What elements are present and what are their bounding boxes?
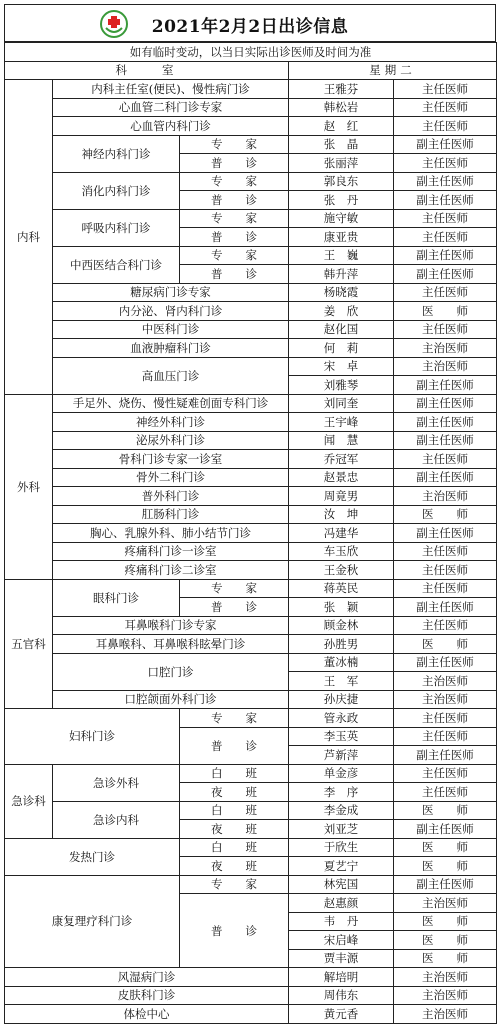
- schedule-cell: 副主任医师: [394, 135, 497, 154]
- schedule-cell: 董冰楠: [289, 653, 394, 672]
- schedule-row: [5, 209, 497, 228]
- schedule-cell: 主任医师: [394, 283, 497, 302]
- schedule-cell: 张 丹: [289, 191, 394, 210]
- schedule-cell: 孙胜男: [289, 635, 394, 654]
- schedule-cell: 普 诊: [180, 598, 289, 617]
- schedule-cell: 普 诊: [180, 228, 289, 247]
- schedule-cell: 专 家: [180, 709, 289, 728]
- schedule-row: [5, 487, 497, 506]
- schedule-cell: 韦 丹: [289, 912, 394, 931]
- schedule-cell: 解培明: [289, 968, 394, 987]
- schedule-cell: 贾丰源: [289, 949, 394, 968]
- schedule-row: [5, 875, 497, 894]
- schedule-cell: 汝 坤: [289, 505, 394, 524]
- schedule-cell: 耳鼻喉科、耳鼻喉科眩晕门诊: [53, 635, 289, 654]
- schedule-cell: 医 师: [394, 302, 497, 321]
- schedule-row: [5, 690, 497, 709]
- schedule-cell: 白 班: [180, 838, 289, 857]
- schedule-cell: 主任医师: [394, 616, 497, 635]
- schedule-cell: 王金秋: [289, 561, 394, 580]
- schedule-cell: 夜 班: [180, 783, 289, 802]
- schedule-cell: 医 师: [394, 857, 497, 876]
- schedule-cell: 杨晓霞: [289, 283, 394, 302]
- schedule-row: [5, 709, 497, 728]
- schedule-cell: 周竟男: [289, 487, 394, 506]
- schedule-cell: 心血管二科门诊专家: [53, 98, 289, 117]
- schedule-cell: 医 师: [394, 912, 497, 931]
- schedule-cell: 医 师: [394, 801, 497, 820]
- schedule-cell: 体检中心: [5, 1005, 289, 1024]
- schedule-cell: 周伟东: [289, 986, 394, 1005]
- schedule-cell: 发热门诊: [5, 838, 180, 875]
- schedule-cell: 主任医师: [394, 154, 497, 173]
- schedule-row: [5, 413, 497, 432]
- schedule-cell: 闻 慧: [289, 431, 394, 450]
- schedule-cell: 主任医师: [394, 450, 497, 469]
- schedule-cell: 中西医结合科门诊: [53, 246, 180, 283]
- schedule-cell: 韩升萍: [289, 265, 394, 284]
- schedule-cell: 主治医师: [394, 690, 497, 709]
- schedule-cell: 疼痛科门诊一诊室: [53, 542, 289, 561]
- schedule-table: [4, 42, 497, 1024]
- schedule-cell: 副主任医师: [394, 413, 497, 432]
- schedule-cell: 副主任医师: [394, 653, 497, 672]
- schedule-row: [5, 80, 497, 99]
- schedule-cell: 蒋英民: [289, 579, 394, 598]
- schedule-cell: 主治医师: [394, 894, 497, 913]
- schedule-row: [5, 357, 497, 376]
- schedule-cell: 骨科门诊专家一诊室: [53, 450, 289, 469]
- schedule-cell: 口腔颌面外科门诊: [53, 690, 289, 709]
- schedule-cell: 副主任医师: [394, 394, 497, 413]
- schedule-cell: 医 师: [394, 838, 497, 857]
- schedule-row: [5, 542, 497, 561]
- schedule-row: [5, 561, 497, 580]
- schedule-row: [5, 579, 497, 598]
- schedule-row: [5, 98, 497, 117]
- schedule-row: [5, 468, 497, 487]
- schedule-cell: 主任医师: [394, 727, 497, 746]
- schedule-row: [5, 394, 497, 413]
- schedule-cell: 顾金林: [289, 616, 394, 635]
- schedule-cell: 芦新萍: [289, 746, 394, 765]
- schedule-row: [5, 986, 497, 1005]
- schedule-row: [5, 320, 497, 339]
- schedule-cell: 主任医师: [394, 709, 497, 728]
- schedule-cell: 耳鼻喉科门诊专家: [53, 616, 289, 635]
- schedule-cell: 康亚贵: [289, 228, 394, 247]
- schedule-cell: 副主任医师: [394, 431, 497, 450]
- schedule-cell: 主任医师: [394, 98, 497, 117]
- schedule-cell: 医 师: [394, 931, 497, 950]
- schedule-cell: 副主任医师: [394, 875, 497, 894]
- schedule-cell: 宋启峰: [289, 931, 394, 950]
- schedule-cell: 风湿病门诊: [5, 968, 289, 987]
- schedule-cell: 口腔门诊: [53, 653, 289, 690]
- schedule-cell: 宋 卓: [289, 357, 394, 376]
- notice-row: [5, 43, 497, 62]
- schedule-cell: 白 班: [180, 801, 289, 820]
- schedule-cell: 王雅芬: [289, 80, 394, 99]
- schedule-row: [5, 135, 497, 154]
- schedule-cell: 主任医师: [394, 228, 497, 247]
- schedule-row: [5, 339, 497, 358]
- schedule-row: [5, 968, 497, 987]
- schedule-cell: 普 诊: [180, 894, 289, 968]
- schedule-cell: 眼科门诊: [53, 579, 180, 616]
- schedule-cell: 主任医师: [394, 80, 497, 99]
- schedule-cell: 普 诊: [180, 154, 289, 173]
- schedule-row: [5, 1005, 497, 1024]
- schedule-cell: 黄元香: [289, 1005, 394, 1024]
- schedule-cell: 李金成: [289, 801, 394, 820]
- schedule-cell: 内分泌、肾内科门诊: [53, 302, 289, 321]
- schedule-cell: 骨外二科门诊: [53, 468, 289, 487]
- schedule-cell: 姜 欣: [289, 302, 394, 321]
- schedule-cell: 副主任医师: [394, 172, 497, 191]
- schedule-cell: 血液肿瘤科门诊: [53, 339, 289, 358]
- schedule-cell: 高血压门诊: [53, 357, 289, 394]
- schedule-cell: 专 家: [180, 246, 289, 265]
- schedule-row: [5, 764, 497, 783]
- schedule-row: [5, 838, 497, 857]
- title-bar: [4, 4, 496, 42]
- schedule-cell: 肛肠科门诊: [53, 505, 289, 524]
- schedule-cell: 急诊科: [5, 764, 53, 838]
- schedule-cell: 内科: [5, 80, 53, 395]
- schedule-cell: 中医科门诊: [53, 320, 289, 339]
- schedule-cell: 医 师: [394, 505, 497, 524]
- schedule-cell: 王 巍: [289, 246, 394, 265]
- schedule-cell: 赵 红: [289, 117, 394, 136]
- schedule-cell: 医 师: [394, 635, 497, 654]
- schedule-cell: 主任医师: [394, 209, 497, 228]
- schedule-cell: 夜 班: [180, 857, 289, 876]
- header-row: [5, 61, 497, 80]
- schedule-cell: 主任医师: [394, 117, 497, 136]
- schedule-cell: 主任医师: [394, 783, 497, 802]
- schedule-cell: 主治医师: [394, 968, 497, 987]
- schedule-cell: 刘同奎: [289, 394, 394, 413]
- schedule-row: [5, 302, 497, 321]
- schedule-cell: 五官科: [5, 579, 53, 709]
- schedule-cell: 呼吸内科门诊: [53, 209, 180, 246]
- schedule-cell: 专 家: [180, 135, 289, 154]
- schedule-cell: 车玉欣: [289, 542, 394, 561]
- schedule-cell: 乔冠军: [289, 450, 394, 469]
- schedule-cell: 管永政: [289, 709, 394, 728]
- header-department: 科 室: [5, 61, 289, 80]
- notice-text: 如有临时变动，以当日实际出诊医师及时间为准: [5, 43, 497, 62]
- schedule-cell: 单金彦: [289, 764, 394, 783]
- schedule-cell: 妇科门诊: [5, 709, 180, 765]
- schedule-cell: 副主任医师: [394, 191, 497, 210]
- schedule-cell: 刘亚芝: [289, 820, 394, 839]
- schedule-cell: 主治医师: [394, 357, 497, 376]
- schedule-cell: 张 晶: [289, 135, 394, 154]
- schedule-cell: 普 诊: [180, 191, 289, 210]
- schedule-cell: 副主任医师: [394, 598, 497, 617]
- page-title: 2021年2月2日出诊信息: [151, 17, 349, 37]
- schedule-cell: 外科: [5, 394, 53, 579]
- schedule-cell: 神经外科门诊: [53, 413, 289, 432]
- header-day: 星期二: [289, 61, 497, 80]
- schedule-cell: 消化内科门诊: [53, 172, 180, 209]
- schedule-cell: 副主任医师: [394, 376, 497, 395]
- schedule-cell: 专 家: [180, 172, 289, 191]
- schedule-cell: 李 序: [289, 783, 394, 802]
- schedule-row: [5, 653, 497, 672]
- schedule-cell: 糖尿病门诊专家: [53, 283, 289, 302]
- schedule-cell: 于欣生: [289, 838, 394, 857]
- schedule-cell: 手足外、烧伤、慢性疑难创面专科门诊: [53, 394, 289, 413]
- schedule-cell: 副主任医师: [394, 246, 497, 265]
- schedule-cell: 主治医师: [394, 672, 497, 691]
- schedule-row: [5, 635, 497, 654]
- schedule-cell: 赵化国: [289, 320, 394, 339]
- schedule-row: [5, 246, 497, 265]
- schedule-cell: 夏艺宁: [289, 857, 394, 876]
- schedule-row: [5, 505, 497, 524]
- schedule-sheet: [4, 4, 496, 1021]
- schedule-cell: 主任医师: [394, 764, 497, 783]
- schedule-cell: 主任医师: [394, 561, 497, 580]
- schedule-cell: 主治医师: [394, 986, 497, 1005]
- schedule-cell: 泌尿外科门诊: [53, 431, 289, 450]
- schedule-cell: 何 莉: [289, 339, 394, 358]
- schedule-cell: 普 诊: [180, 265, 289, 284]
- schedule-row: [5, 117, 497, 136]
- schedule-cell: 王 军: [289, 672, 394, 691]
- schedule-cell: 专 家: [180, 209, 289, 228]
- schedule-cell: 主治医师: [394, 1005, 497, 1024]
- schedule-cell: 内科主任室(便民)、慢性病门诊: [53, 80, 289, 99]
- schedule-cell: 专 家: [180, 579, 289, 598]
- schedule-cell: 张丽萍: [289, 154, 394, 173]
- schedule-row: [5, 801, 497, 820]
- schedule-cell: 主任医师: [394, 579, 497, 598]
- schedule-cell: 普 诊: [180, 727, 289, 764]
- schedule-cell: 副主任医师: [394, 746, 497, 765]
- schedule-cell: 韩松岩: [289, 98, 394, 117]
- schedule-cell: 副主任医师: [394, 820, 497, 839]
- schedule-cell: 刘雅琴: [289, 376, 394, 395]
- schedule-row: [5, 616, 497, 635]
- schedule-cell: 郭良东: [289, 172, 394, 191]
- schedule-row: [5, 283, 497, 302]
- schedule-cell: 王宇峰: [289, 413, 394, 432]
- schedule-row: [5, 524, 497, 543]
- schedule-cell: 专 家: [180, 875, 289, 894]
- schedule-cell: 赵景忠: [289, 468, 394, 487]
- schedule-cell: 医 师: [394, 949, 497, 968]
- schedule-cell: 林宪国: [289, 875, 394, 894]
- schedule-cell: 急诊外科: [53, 764, 180, 801]
- schedule-cell: 神经内科门诊: [53, 135, 180, 172]
- schedule-cell: 心血管内科门诊: [53, 117, 289, 136]
- schedule-cell: 孙庆捷: [289, 690, 394, 709]
- schedule-cell: 李玉英: [289, 727, 394, 746]
- schedule-cell: 冯建华: [289, 524, 394, 543]
- schedule-cell: 急诊内科: [53, 801, 180, 838]
- schedule-cell: 副主任医师: [394, 524, 497, 543]
- schedule-cell: 副主任医师: [394, 265, 497, 284]
- schedule-cell: 疼痛科门诊二诊室: [53, 561, 289, 580]
- schedule-cell: 张 颖: [289, 598, 394, 617]
- schedule-cell: 夜 班: [180, 820, 289, 839]
- schedule-row: [5, 450, 497, 469]
- schedule-cell: 主任医师: [394, 320, 497, 339]
- schedule-cell: 赵惠颜: [289, 894, 394, 913]
- schedule-row: [5, 172, 497, 191]
- schedule-cell: 康复理疗科门诊: [5, 875, 180, 968]
- schedule-cell: 副主任医师: [394, 468, 497, 487]
- schedule-cell: 胸心、乳腺外科、肺小结节门诊: [53, 524, 289, 543]
- schedule-cell: 皮肤科门诊: [5, 986, 289, 1005]
- schedule-cell: 施守敏: [289, 209, 394, 228]
- schedule-cell: 主任医师: [394, 542, 497, 561]
- schedule-row: [5, 431, 497, 450]
- schedule-cell: 白 班: [180, 764, 289, 783]
- schedule-cell: 普外科门诊: [53, 487, 289, 506]
- schedule-cell: 主治医师: [394, 339, 497, 358]
- schedule-cell: 主治医师: [394, 487, 497, 506]
